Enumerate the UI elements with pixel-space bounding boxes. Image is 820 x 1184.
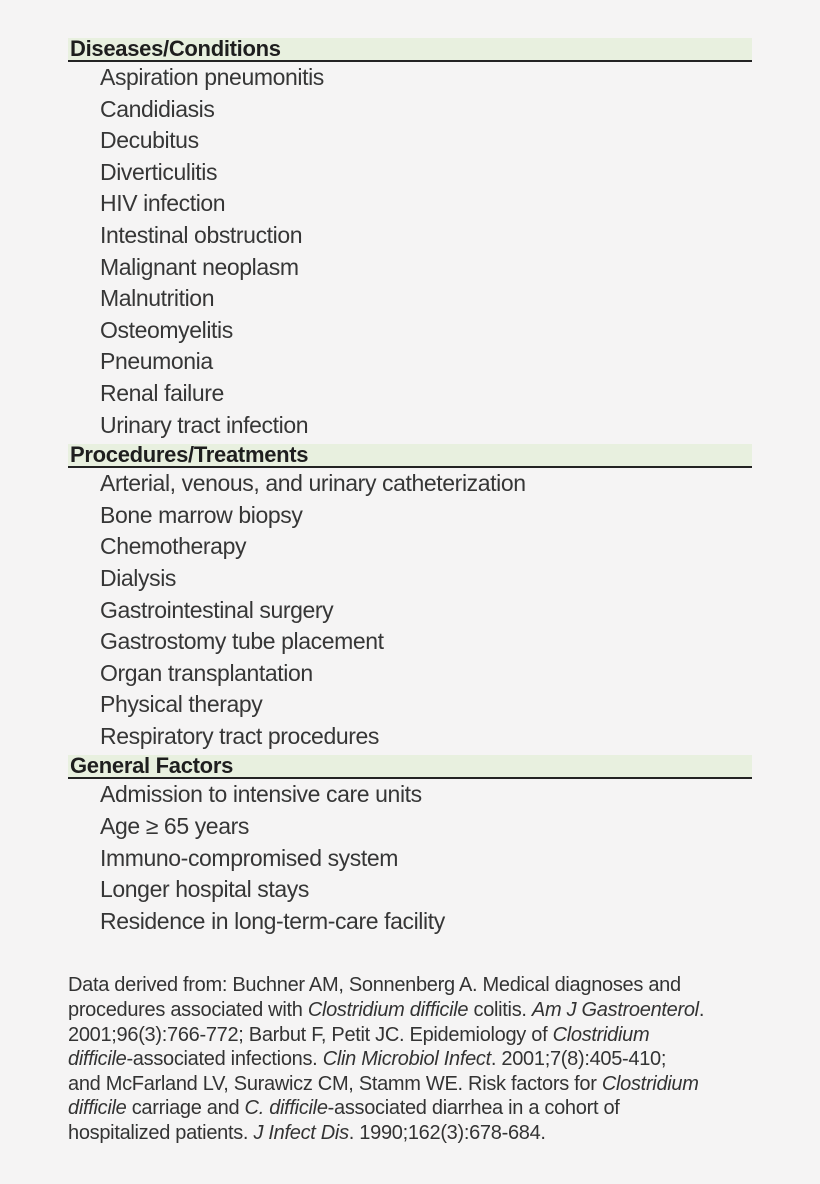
footnote-italic-segment: J Infect Dis <box>253 1122 349 1144</box>
section-header-general-factors <box>68 755 752 779</box>
footnote-italic-segment: Am J Gastroenterol <box>531 999 699 1022</box>
section-header-label: General Factors <box>70 753 234 779</box>
footnote-italic-segment: Clin Microbiol Infect <box>322 1048 491 1071</box>
footnote-italic-segment: C. difficile <box>244 1097 328 1120</box>
list-item: Candidiasis <box>100 95 215 122</box>
footnote-text-segment: carriage and <box>126 1097 245 1120</box>
section-header-procedures-treatments <box>68 444 752 468</box>
list-item: Dialysis <box>100 564 177 591</box>
footnote-line <box>68 998 768 1023</box>
list-item: HIV infection <box>100 190 226 217</box>
footnote-line <box>68 1096 768 1121</box>
list-item: Malnutrition <box>100 285 215 312</box>
footnote-italic-segment: Clostridium <box>552 1023 650 1046</box>
list-item: Gastrointestinal surgery <box>100 596 334 623</box>
footnote-text-segment: procedures associated with <box>68 999 308 1022</box>
list-item: Pneumonia <box>100 348 213 375</box>
list-item: Longer hospital stays <box>100 876 309 903</box>
list-item: Intestinal obstruction <box>100 221 303 248</box>
list-item: Bone marrow biopsy <box>100 501 303 528</box>
footnote-text-segment: colitis. <box>468 999 532 1022</box>
list-item: Urinary tract infection <box>100 411 309 438</box>
list-item: Renal failure <box>100 379 224 406</box>
footnote-text-segment: . 1990;162(3):678-684. <box>348 1122 546 1144</box>
list-item: Admission to intensive care units <box>100 781 422 808</box>
list-item: Immuno-compromised system <box>100 844 399 871</box>
list-item: Gastrostomy tube placement <box>100 628 384 655</box>
list-item: Malignant neoplasm <box>100 253 299 280</box>
footnote-line <box>68 973 768 998</box>
list-item: Organ transplantation <box>100 659 313 686</box>
source-footnote <box>68 973 768 1145</box>
footnote-italic-segment: difficile <box>68 1048 127 1071</box>
list-item: Aspiration pneumonitis <box>100 64 324 90</box>
footnote-text-segment: and McFarland LV, Surawicz CM, Stamm WE. Risk factors for <box>68 1072 602 1095</box>
footnote-italic-segment: Clostridium difficile <box>307 999 469 1022</box>
list-item: Physical therapy <box>100 691 263 718</box>
list-item: Arterial, venous, and urinary catheterization <box>100 470 526 497</box>
footnote-text-segment: -associated diarrhea in a cohort of <box>327 1097 620 1120</box>
list-item: Decubitus <box>100 127 199 154</box>
footnote-italic-segment: difficile <box>68 1097 127 1120</box>
footnote-line <box>68 1121 768 1146</box>
section-header-diseases-conditions <box>68 38 752 62</box>
section-header-label: Procedures/Treatments <box>70 442 309 468</box>
section-header-label: Diseases/Conditions <box>70 36 281 61</box>
list-item: Age ≥ 65 years <box>100 813 249 840</box>
list-item: Residence in long-term-care facility <box>100 907 445 934</box>
list-item: Respiratory tract procedures <box>100 722 379 749</box>
risk-factors-table <box>68 38 752 937</box>
footnote-line <box>68 1047 768 1072</box>
list-item: Osteomyelitis <box>100 316 233 343</box>
footnote-text-segment: hospitalized patients. <box>68 1122 254 1144</box>
list-item: Diverticulitis <box>100 158 218 185</box>
footnote-text-segment: 2001;96(3):766-772; Barbut F, Petit JC. Epidemiology of <box>68 1023 553 1046</box>
footnote-italic-segment: Clostridium <box>601 1072 699 1095</box>
footnote-line <box>68 1023 768 1048</box>
footnote-text-segment: Data derived from: Buchner AM, Sonnenberg A. Medical diagnoses and <box>68 974 681 997</box>
footnote-text-segment: . <box>698 999 705 1022</box>
list-item: Chemotherapy <box>100 533 247 560</box>
footnote-text-segment: . 2001;7(8):405-410; <box>490 1048 667 1071</box>
footnote-line <box>68 1072 768 1097</box>
footnote-text-segment: -associated infections. <box>126 1048 323 1071</box>
